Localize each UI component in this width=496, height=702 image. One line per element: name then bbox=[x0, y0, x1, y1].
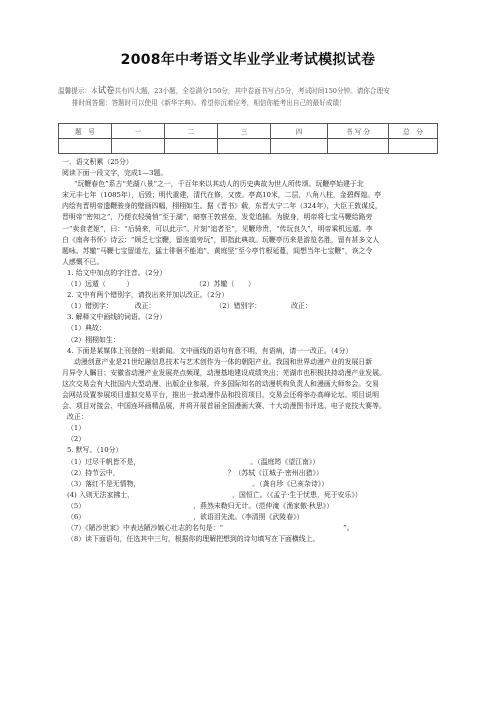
score-header-cell: 三 bbox=[218, 124, 271, 139]
question-1: 1. 给文中加点的字注音。（2分） bbox=[67, 268, 167, 277]
score-table-score-row bbox=[59, 139, 438, 154]
question-2: 2. 文中有两个错别字，请找出来并加以改正。（2分） bbox=[67, 291, 229, 300]
notice-line-2: 排时间答题：答题时可以使用《新华字典》。希望你沉着应考，相信你能考出自己的最好成绩！ bbox=[72, 99, 346, 107]
dictation-prompt: （7）《陋沙世家》中表达陋沙嫉心壮志的名句是：“ bbox=[67, 524, 224, 533]
dictation-1 bbox=[62, 457, 442, 468]
score-cell[interactable] bbox=[218, 139, 271, 154]
score-table-header-row bbox=[59, 124, 438, 139]
score-header-cell: 四 bbox=[271, 124, 328, 139]
news-line: 会、项目对接会、中国连环画精品展，并将开展首届全国漫画大赛、十大动漫图书评选、电子竞技大赛等。 bbox=[62, 402, 386, 411]
exam-body bbox=[62, 157, 442, 545]
passage-line: 人感慨不已。 bbox=[62, 257, 104, 266]
score-cell[interactable] bbox=[328, 139, 389, 154]
score-header-cell: 书 写 分 bbox=[328, 124, 389, 139]
score-cell[interactable] bbox=[389, 139, 438, 154]
score-cell[interactable] bbox=[112, 139, 165, 154]
question-4: 4. 下面是某媒体上刊登的一则新闻。文中画线的语句有意不明，有语病，请一一改正。（4分） bbox=[67, 346, 353, 355]
q2-fix-1: 改正： bbox=[134, 302, 156, 311]
page-title: 2008年中考语文毕业学业考试模拟试卷 bbox=[120, 52, 376, 68]
passage-line: 一“卖食老妪”，曰：“后骑来，可以此示”。片刻“追者至”，见鞭珍贵，“传玩良久”，明帝乘机远遁。李 bbox=[62, 224, 373, 233]
dictation-3 bbox=[62, 479, 442, 490]
news-line: 这次交易会有大批国内大型动漫、出版企业参展，许多国际知名的动漫机构负责人和漫画大师参会。交易 bbox=[62, 379, 379, 388]
passage-line: 内绘有晋明帝遗鞭骏身的壁画四幅，栩栩如生。据《晋书》载，东晋太宁二年（324年），大臣王敦谋反， bbox=[62, 202, 382, 211]
news-line: 会网站设置参展项目虚拟交易平台，推出一批动漫作品和投资项目。交易会还将举办高峰论坛、项目说明 bbox=[62, 390, 379, 399]
dictation-6 bbox=[62, 512, 442, 523]
q2-typo-2: （2）错别字： bbox=[215, 302, 262, 311]
score-cell[interactable] bbox=[271, 139, 328, 154]
dictation-source: ，燕然未勒归无计。（范仲淹《渔家傲·秋思》） bbox=[193, 501, 334, 510]
notice-text: 温馨提示：本 bbox=[58, 87, 98, 95]
question-2-items bbox=[62, 301, 442, 312]
dictation-source: 。（温庭筠《望江南》） bbox=[250, 457, 320, 466]
notice-text: 共有四大题，23小题，全卷满分150分，其中卷面书写占5分，考试时间150分钟。请你合理安 bbox=[114, 87, 390, 95]
question-5: 5. 默写。（10分） bbox=[67, 446, 123, 455]
dictation-prompt: （6） bbox=[67, 513, 86, 521]
dictation-prompt: （3）落红不是无情物， bbox=[67, 479, 141, 488]
score-cell[interactable] bbox=[59, 139, 112, 154]
score-cell[interactable] bbox=[165, 139, 218, 154]
dictation-prompt: （5） bbox=[67, 501, 86, 510]
dictation-8: （8）读下面语句，任选其中三句，根据你的理解把想到的诗句填写在下面横线上。 bbox=[67, 535, 320, 544]
dictation-5 bbox=[62, 501, 442, 512]
q1-item-a: （1）远遁（ ） bbox=[67, 280, 134, 289]
notice-text-emphasis: 试卷 bbox=[97, 86, 115, 96]
score-header-cell: 题 号 bbox=[59, 124, 112, 139]
passage-line: 宋元丰七年（1085年），后毁；明代重建，清代在修，又废。亭高10米，二层，八角八柱，金碧辉煌。亭 bbox=[62, 191, 382, 200]
score-header-cell: 一 bbox=[112, 124, 165, 139]
dictation-prompt: （1）过尽千帆皆不是， bbox=[67, 457, 141, 466]
dictation-source: ，欲语泪先流。（李清照《武陵春》） bbox=[193, 513, 304, 521]
question-3-item-b: （2）栩栩如生： bbox=[67, 335, 120, 344]
q4-fix-label: 改正： bbox=[67, 413, 88, 422]
question-1-items bbox=[62, 279, 442, 290]
passage-line: 题咏。苏辙“马鞭七宝留道左，猛士徘徊不能追”，黄庭坚“至今亭竹根延蔓，闾想当年七宝鞭”，诙之令 bbox=[62, 246, 373, 255]
q4-answer-2: （2） bbox=[67, 435, 86, 444]
passage-line: “玩鞭春色”系古“芜湖八景”之一，千百年来以其动人的历史典故为世人所传颂。玩鞭亭始建于北 bbox=[74, 180, 364, 189]
score-header-cell: 二 bbox=[165, 124, 218, 139]
dictation-2 bbox=[62, 468, 442, 479]
score-table bbox=[58, 123, 438, 154]
score-header-cell: 总 分 bbox=[389, 124, 438, 139]
q1-item-b: （2）苏辙（ ） bbox=[195, 280, 255, 289]
notice-line-1 bbox=[58, 85, 448, 97]
q2-typo-1: （1）错别字： bbox=[67, 302, 113, 311]
reading-instruction: 阅读下面一段文字，完成1—3题。 bbox=[62, 169, 168, 178]
news-line: 动漫创意产业是21世纪融信息技术与艺术创作为一体的朝阳产业。我国和世界动漫产业的发展日新 bbox=[74, 357, 373, 366]
dictation-source: ”。 bbox=[343, 524, 354, 533]
news-line: 月异令人瞩目；安徽省动漫产业发展亮点频现，动漫基地建设成绩突出；芜湖市也积极扶持动漫产业发展。 bbox=[62, 368, 386, 377]
dictation-prompt: (4) 入则无法家拂士， bbox=[67, 490, 135, 499]
question-3: 3. 解释文中画线的词语。（2分） bbox=[67, 313, 167, 322]
dictation-7 bbox=[62, 523, 442, 534]
dictation-source: 。（龚自珍《已亥杂诗》） bbox=[252, 479, 329, 488]
q2-fix-2: 改正： bbox=[291, 302, 312, 311]
passage-line: 白《南奔书怀》诗云：“顾乏七宝鞭，留连道旁玩”，即指此典故。玩鞭亭历来是游览名胜，留有甚多文人 bbox=[62, 235, 380, 244]
dictation-source: ？（苏轼《江城子·密州出猎》） bbox=[227, 468, 323, 477]
exam-notice bbox=[58, 85, 448, 109]
dictation-source: ，国恒亡。（《孟子·生于忧患，死于安乐》） bbox=[232, 490, 362, 499]
question-3-item-a: （1）典故： bbox=[67, 324, 106, 333]
section-heading: 一、语文积累（25分） bbox=[62, 158, 133, 166]
passage-line: 晋明帝“密知之”，乃便衣轻骑悄“至于湖”，暗察王敦营垒，发觉追捕。为脱身，明帝将七宝马鞭给路旁 bbox=[62, 213, 373, 222]
dictation-prompt: （2）持节云中， bbox=[67, 468, 120, 477]
dictation-4 bbox=[62, 490, 442, 501]
q4-answer-1: （1） bbox=[67, 424, 86, 433]
